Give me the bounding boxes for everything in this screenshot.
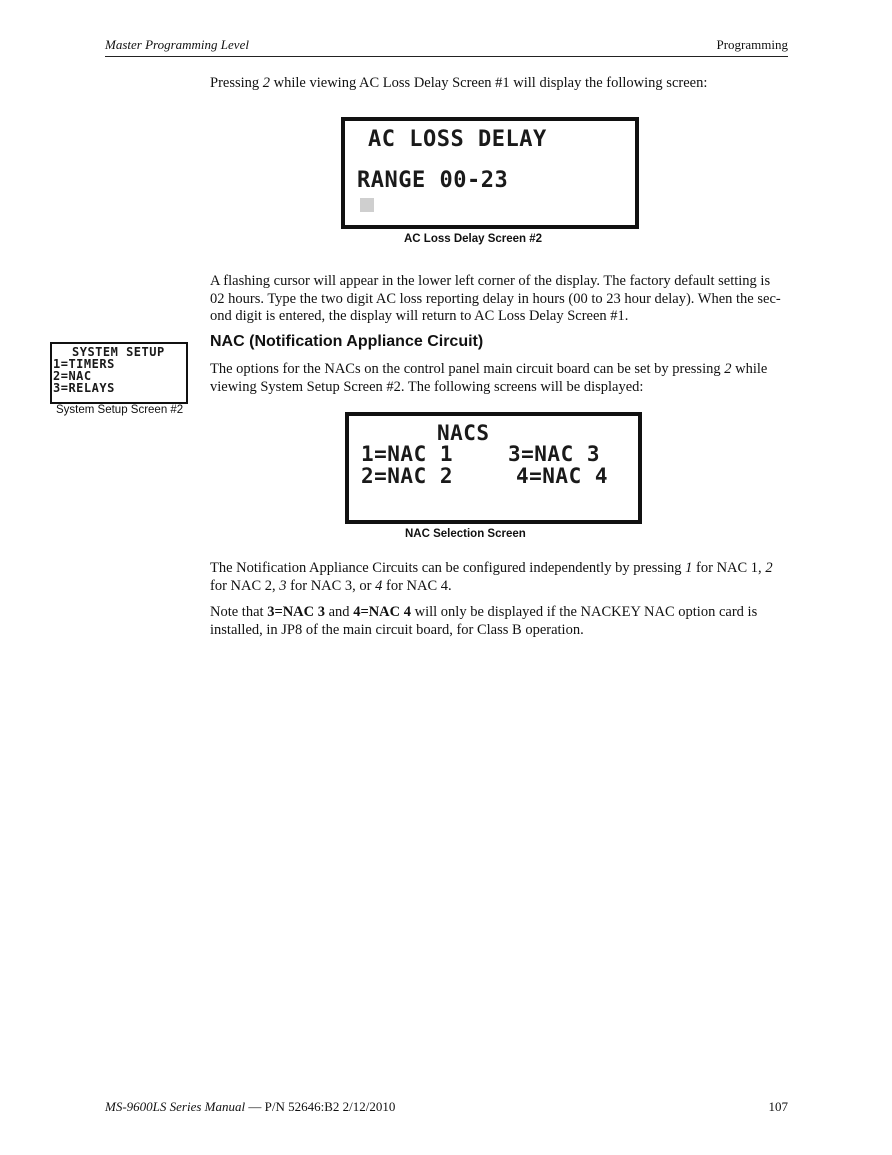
nac-screen-caption: NAC Selection Screen [405, 528, 526, 540]
cursor-paragraph-line-1: A flashing cursor will appear in the lower left corner of the display. The factory default setting is [210, 273, 771, 289]
system-setup-line-3: 2=NAC [53, 369, 92, 383]
config-text-e: for NAC 4. [382, 577, 452, 594]
intro-text-before: Pressing [210, 75, 263, 91]
note-paragraph [210, 604, 790, 639]
nac-lcd-title: NACS [437, 421, 490, 445]
nac-lcd-nac2: 2=NAC 2 [361, 464, 454, 488]
header-chapter-title: Programming [716, 37, 788, 52]
cursor-paragraph [210, 273, 790, 326]
intro-key: 2 [262, 75, 271, 91]
config-line-2 [210, 578, 790, 596]
lcd-line-1: AC LOSS DELAY [368, 127, 547, 152]
footer-manual-info [105, 1099, 395, 1115]
footer-part-number: — P/N 52646:B2 2/12/2010 [245, 1099, 396, 1114]
flashing-cursor [360, 198, 374, 212]
note-line-2: installed, in JP8 of the main circuit board, for Class B operation. [210, 621, 584, 638]
config-text-a: The Notification Appliance Circuits can be configured independently by pressing [210, 560, 686, 576]
nac-options-line-2: viewing System Setup Screen #2. The following screens will be displayed: [210, 378, 644, 395]
note-text-a: Note that [210, 604, 268, 620]
config-text-b: for NAC 1, [692, 560, 766, 576]
nac-options-text-before: The options for the NACs on the control panel main circuit board can be set by pressing [210, 361, 725, 377]
config-line-1 [210, 560, 790, 578]
footer-manual-title: MS-9600LS Series Manual [105, 1099, 246, 1114]
system-setup-caption: System Setup Screen #2 [56, 404, 184, 416]
nac-options-key: 2 [724, 361, 732, 377]
system-setup-line-4: 3=RELAYS [53, 381, 115, 395]
section-heading: NAC (Notification Appliance Circuit) [210, 333, 484, 350]
config-key-2: 2 [765, 560, 773, 576]
nac-options-line-1 [210, 361, 790, 379]
nac-options-paragraph [210, 361, 790, 396]
system-setup-line-1: SYSTEM SETUP [72, 345, 165, 359]
system-setup-lcd [50, 342, 188, 404]
cursor-paragraph-line-3: ond digit is entered, the display will return to AC Loss Delay Screen #1. [210, 308, 629, 324]
ac-loss-delay-lcd [341, 117, 639, 229]
cursor-paragraph-line-2: 02 hours. Type the two digit AC loss reporting delay in hours (00 to 23 hour delay). When the sec- [210, 290, 781, 307]
note-text-c: will only be displayed if the NACKEY NAC option card is [411, 604, 758, 620]
nac-lcd-nac3: 3=NAC 3 [508, 442, 601, 466]
system-setup-line-2: 1=TIMERS [53, 357, 115, 371]
nac-lcd-nac1: 1=NAC 1 [361, 442, 454, 466]
config-key-3: 3 [279, 577, 287, 594]
config-key-4: 4 [375, 577, 383, 594]
config-paragraph [210, 560, 790, 595]
note-line-1 [210, 604, 790, 622]
note-bold-nac3: 3=NAC 3 [267, 604, 325, 620]
config-text-d: for NAC 3, or [286, 577, 376, 594]
config-key-1: 1 [685, 560, 693, 576]
header-section-title: Master Programming Level [105, 37, 249, 52]
lcd-line-2: RANGE 00-23 [357, 168, 509, 193]
page-number: 107 [768, 1099, 788, 1114]
config-text-c: for NAC 2, [210, 577, 280, 594]
ac-loss-screen-caption: AC Loss Delay Screen #2 [404, 233, 543, 245]
nac-lcd-nac4: 4=NAC 4 [516, 464, 609, 488]
nac-options-text-after: while [731, 361, 768, 377]
note-bold-nac4: 4=NAC 4 [353, 604, 411, 620]
page-header [105, 36, 788, 57]
nac-selection-lcd [345, 412, 642, 524]
intro-paragraph [210, 75, 790, 93]
note-text-mid: and [325, 604, 354, 620]
intro-text-after: while viewing AC Loss Delay Screen #1 will display the following screen: [270, 75, 708, 91]
